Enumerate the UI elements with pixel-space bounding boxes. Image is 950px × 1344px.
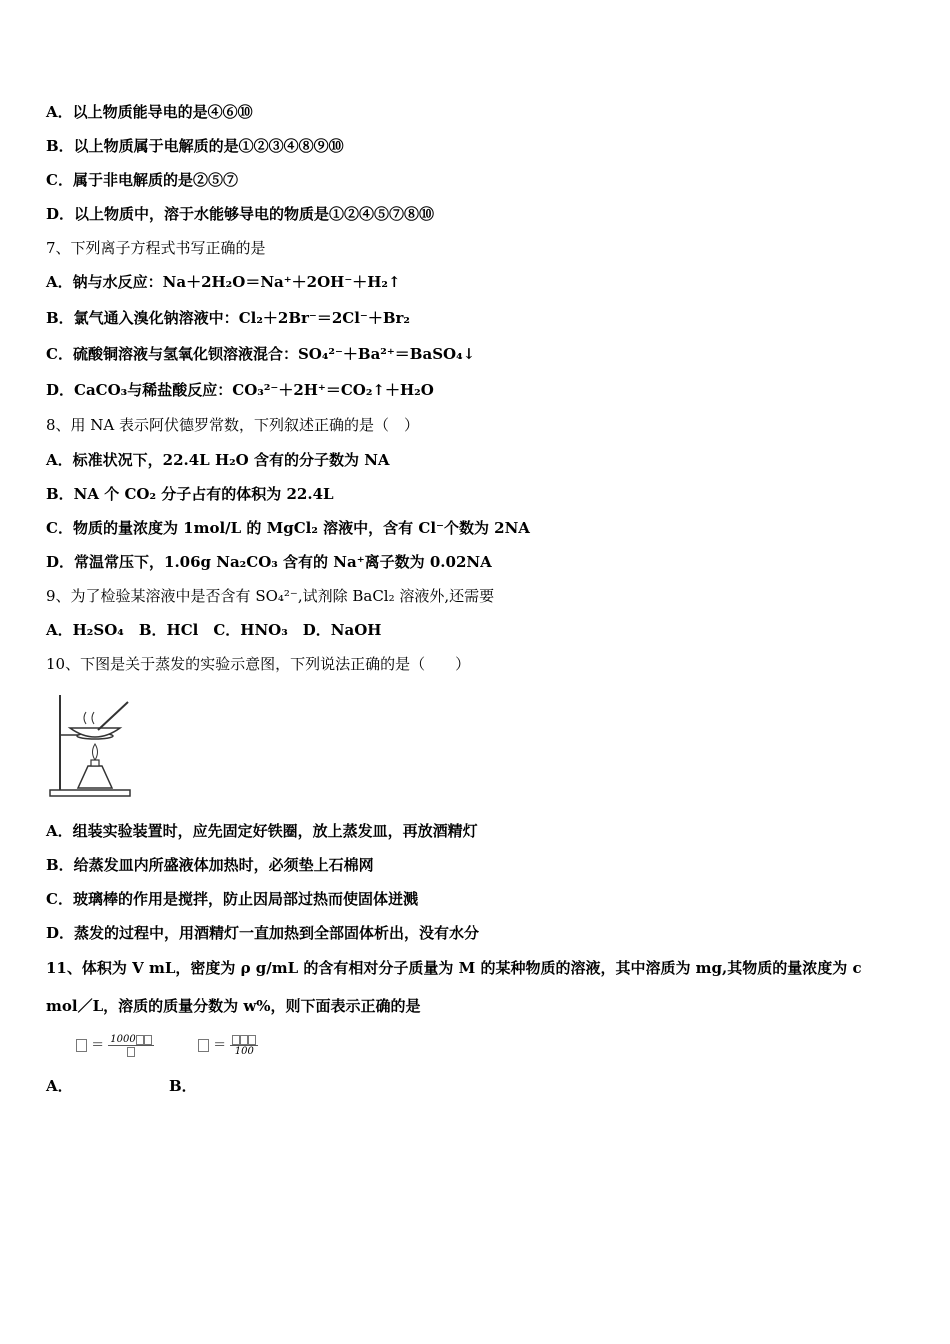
- stand-base: [50, 790, 130, 796]
- q6-option-b: B．以上物质属于电解质的是①②③④⑧⑨⑩: [46, 137, 344, 155]
- formula-b-fraction: [230, 1034, 258, 1057]
- q10-option-c: C．玻璃棒的作用是搅拌，防止因局部过热而使固体迸溅: [46, 890, 418, 908]
- q7-option-a-label: A．钠与水反应：: [46, 273, 163, 291]
- formula-b-equals: ＝: [213, 1038, 227, 1053]
- formula-b-numerator: [230, 1034, 258, 1046]
- formula-b-symbol: [198, 1039, 209, 1052]
- formula-b-denominator: 100: [234, 1046, 254, 1057]
- q7-option-a: [46, 272, 401, 292]
- q7-stem: 7、下列离子方程式书写正确的是: [46, 239, 266, 257]
- q10-option-b: B．给蒸发皿内所盛液体加热时，必须垫上石棉网: [46, 856, 374, 874]
- vapor: [84, 712, 94, 724]
- q8-option-c: C．物质的量浓度为 1mol/L 的 MgCl₂ 溶液中，含有 Cl⁻个数为 2NA: [46, 519, 530, 537]
- q6-option-c: C．属于非电解质的是②⑤⑦: [46, 171, 238, 189]
- q8-stem: 8、用 NA 表示阿伏德罗常数，下列叙述正确的是（ ）: [46, 416, 420, 434]
- formula-a-denominator: [108, 1046, 153, 1057]
- q7-option-c: [46, 344, 475, 364]
- q7-option-d-formula: CaCO₃: [74, 381, 128, 399]
- q7-option-b-equation: Cl₂＋2Br⁻＝2Cl⁻＋Br₂: [238, 309, 410, 327]
- q7-option-d-text: 与稀盐酸反应：: [127, 381, 233, 399]
- q10-option-a: A．组装实验装置时，应先固定好铁圈，放上蒸发皿，再放酒精灯: [46, 822, 478, 840]
- flame: [93, 744, 98, 760]
- q11-stem-line1: 11、体积为 V mL，密度为 ρ g/mL 的含有相对分子质量为 M 的某种物质的溶液，其中溶质为 mg,其物质的量浓度为 c: [46, 959, 862, 977]
- alcohol-lamp: [78, 766, 112, 788]
- q9-stem: 9、为了检验某溶液中是否含有 SO₄²⁻,试剂除 BaCl₂ 溶液外,还需要: [46, 587, 495, 605]
- q10-option-d: D．蒸发的过程中，用酒精灯一直加热到全部固体析出，没有水分: [46, 924, 480, 942]
- glass-rod: [98, 702, 128, 730]
- q8-option-a: A．标准状况下，22.4L H₂O 含有的分子数为 NA: [46, 451, 390, 469]
- q7-option-a-equation: Na＋2H₂O＝Na⁺＋2OH⁻＋H₂↑: [162, 273, 401, 291]
- q11-formula-a: [76, 1034, 154, 1057]
- formula-a-equals: ＝: [91, 1038, 105, 1053]
- formula-a-symbol: [76, 1039, 87, 1052]
- q7-option-d-label: D．: [46, 381, 75, 399]
- lamp-wick-holder: [91, 760, 99, 766]
- q7-option-d: [46, 380, 434, 400]
- q11-stem-line2: mol／L，溶质的质量分数为 w%，则下面表示正确的是: [46, 997, 421, 1015]
- formula-a-fraction: [108, 1034, 153, 1057]
- q7-option-d-equation: CO₃²⁻＋2H⁺＝CO₂↑＋H₂O: [232, 381, 434, 399]
- q10-stem: 10、下图是关于蒸发的实验示意图，下列说法正确的是（ ）: [46, 655, 471, 673]
- q11-formula-b: [198, 1034, 258, 1057]
- evaporation-apparatus-diagram: [48, 690, 134, 800]
- q8-option-b: B．NA 个 CO₂ 分子占有的体积为 22.4L: [46, 485, 334, 503]
- q8-option-d: D．常温常压下，1.06g Na₂CO₃ 含有的 Na⁺离子数为 0.02NA: [46, 553, 492, 571]
- q11-option-a-label: A．: [46, 1077, 73, 1095]
- q6-option-d: D．以上物质中，溶于水能够导电的物质是①②④⑤⑦⑧⑩: [46, 205, 435, 223]
- q7-option-c-label: C．硫酸铜溶液与氢氧化钡溶液混合：: [46, 345, 298, 363]
- q6-option-a: A．以上物质能导电的是④⑥⑩: [46, 103, 253, 121]
- q7-option-c-equation: SO₄²⁻＋Ba²⁺＝BaSO₄↓: [297, 345, 476, 363]
- formula-a-numerator: 1000: [108, 1034, 153, 1046]
- q7-option-b-label: B．氯气通入溴化钠溶液中：: [46, 309, 239, 327]
- q7-option-b: [46, 308, 410, 328]
- q9-options: A．H₂SO₄ B．HCl C．HNO₃ D．NaOH: [46, 621, 382, 639]
- q11-option-b-label: B．: [169, 1077, 197, 1095]
